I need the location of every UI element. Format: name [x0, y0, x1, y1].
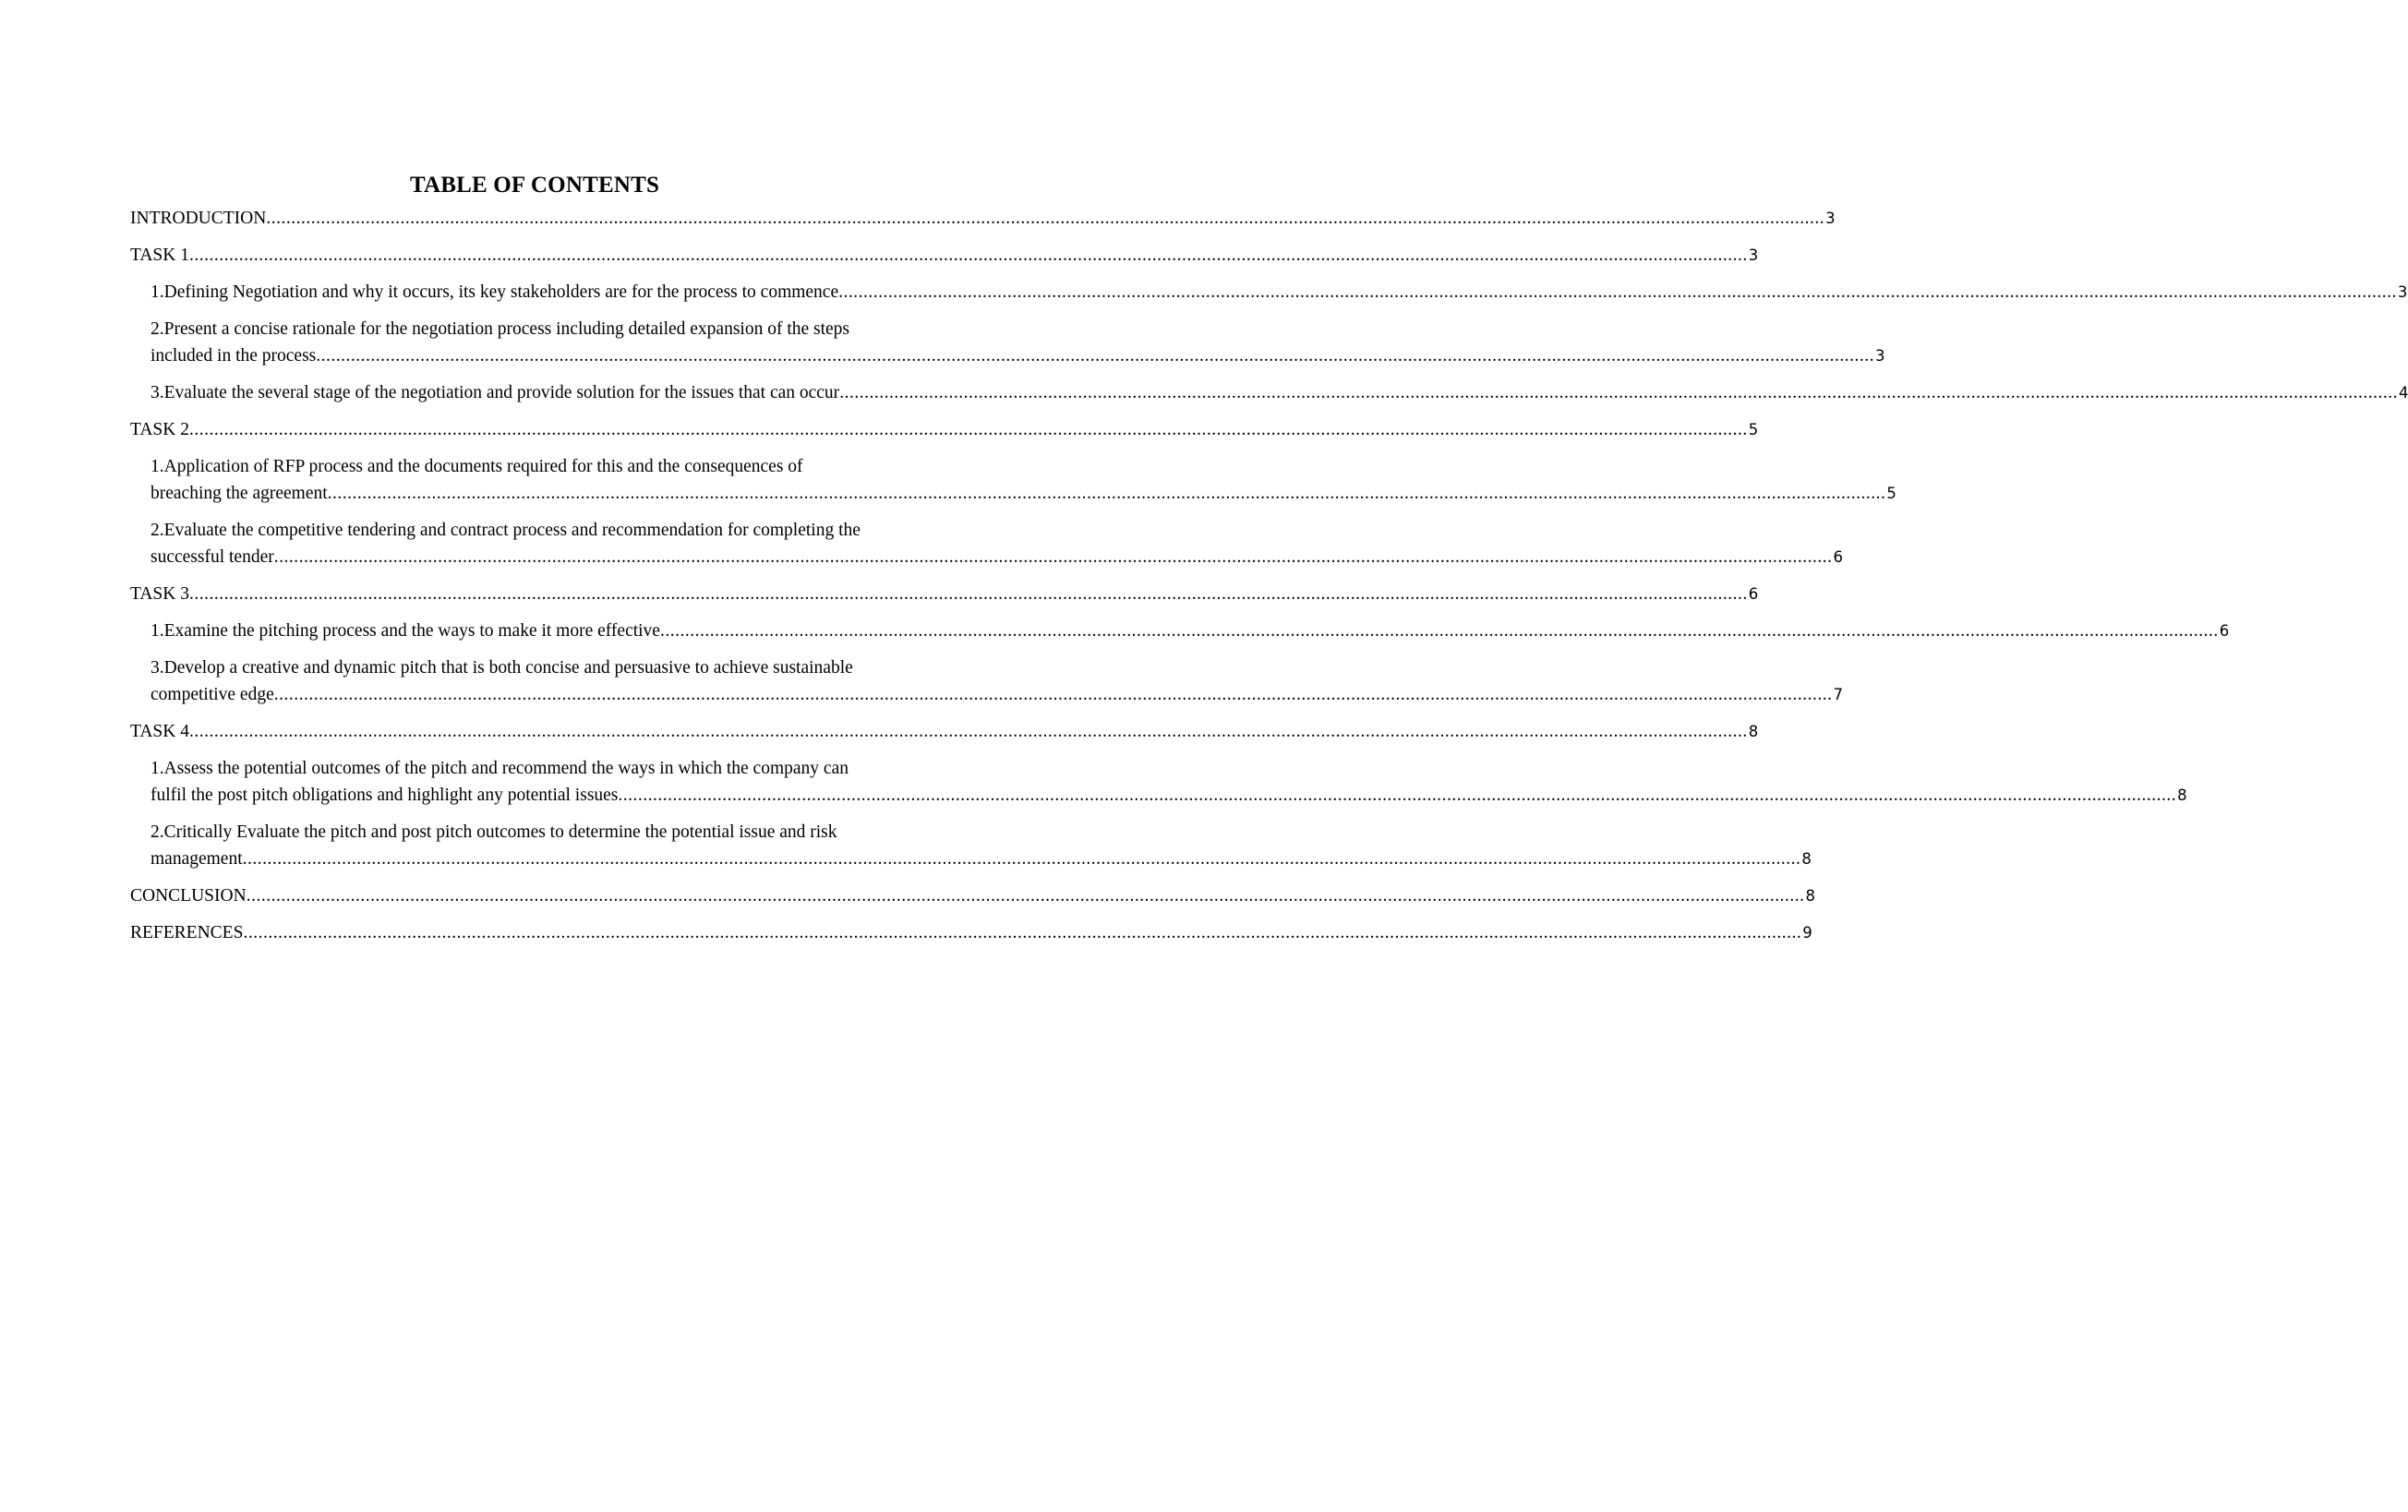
toc-entry-task-1-2[interactable]: [130, 316, 1885, 369]
toc-entry-text: TASK 4: [130, 722, 189, 741]
toc-entry-introduction[interactable]: [130, 205, 1836, 232]
toc-entry-text-first-line: 1.Application of RFP process and the documents required for this and the consequences of: [150, 457, 803, 476]
toc-page-number: 6: [1748, 585, 1759, 603]
toc-page-number: 5: [1748, 421, 1759, 438]
toc-entry-text: successful tender: [150, 547, 274, 567]
dot-leader: [243, 919, 1801, 946]
toc-entry-text: TASK 1: [130, 246, 189, 265]
toc-page-number: 3: [1748, 246, 1759, 264]
toc-page-number: 8: [1805, 887, 1815, 905]
toc-entry-task-2-2[interactable]: [130, 517, 1843, 570]
toc-title: TABLE OF CONTENTS: [409, 173, 660, 198]
toc-entry-task-3-3[interactable]: [130, 654, 1843, 708]
toc-entry-text: TASK 3: [130, 584, 189, 604]
toc-entry-task-3[interactable]: [130, 581, 1759, 607]
toc-page-number: 8: [1801, 850, 1812, 868]
toc-entry-text: fulfil the post pitch obligations and highlight any potential issues: [150, 786, 619, 805]
toc-entry-text: REFERENCES: [130, 923, 244, 942]
toc-entry-text: 1.Defining Negotiation and why it occurs, its key stakeholders are for the process to commence: [150, 282, 839, 302]
toc-page-number: 3: [2397, 283, 2408, 301]
dot-leader: [189, 581, 1748, 607]
dot-leader: [274, 681, 1833, 708]
toc-page-number: 8: [1748, 723, 1759, 740]
dot-leader: [838, 279, 2397, 306]
dot-leader: [189, 416, 1748, 443]
toc-entry-task-3-1[interactable]: [130, 618, 2230, 644]
toc-page-number: 9: [1802, 924, 1812, 942]
toc-entry-text: CONCLUSION: [130, 886, 247, 906]
toc-page-number: 3: [1825, 210, 1836, 227]
toc-entry-task-1-1[interactable]: [130, 279, 2408, 306]
dot-leader: [189, 242, 1748, 269]
dot-leader: [328, 480, 1886, 507]
toc-entry-text: 3.Evaluate the several stage of the negotiation and provide solution for the issues that can occur: [150, 383, 840, 402]
dot-leader: [189, 718, 1748, 745]
toc-page-number: 3: [1875, 347, 1885, 365]
toc-entry-task-1[interactable]: [130, 242, 1759, 269]
toc-entry-text-first-line: 2.Evaluate the competitive tendering and contract process and recommendation for completing the: [150, 521, 861, 540]
toc-entry-text-first-line: 2.Present a concise rationale for the negotiation process including detailed expansion of the steps: [150, 319, 850, 339]
toc-entry-text-first-line: 1.Assess the potential outcomes of the pitch and recommend the ways in which the company can: [150, 759, 849, 778]
toc-page-number: 6: [1833, 548, 1843, 566]
toc-entry-conclusion[interactable]: [130, 882, 1815, 909]
toc-entry-references[interactable]: [130, 919, 1812, 946]
toc-entry-text: 1.Examine the pitching process and the ways to make it more effective: [150, 621, 660, 641]
dot-leader: [266, 205, 1824, 232]
toc-entry-task-2[interactable]: [130, 416, 1759, 443]
toc-entry-text-first-line: 2.Critically Evaluate the pitch and post pitch outcomes to determine the potential issue and risk: [150, 822, 837, 842]
toc-page-number: 4: [2398, 384, 2408, 402]
toc-entry-text: management: [150, 849, 243, 869]
toc-page-number: 8: [2177, 786, 2187, 804]
toc-entry-text-first-line: 3.Develop a creative and dynamic pitch that is both concise and persuasive to achieve sustainable: [150, 658, 853, 678]
dot-leader: [247, 882, 1805, 909]
dot-leader: [316, 342, 1874, 369]
toc-entry-task-2-1[interactable]: [130, 453, 1896, 507]
toc-entry-text: INTRODUCTION: [130, 209, 267, 228]
toc-page-number: 6: [2219, 622, 2230, 640]
toc-entry-task-4[interactable]: [130, 718, 1759, 745]
toc-page-number: 5: [1886, 485, 1896, 502]
dot-leader: [243, 846, 1801, 872]
toc-entry-task-4-1[interactable]: [130, 755, 2187, 809]
toc-entry-text: breaching the agreement: [150, 484, 328, 503]
dot-leader: [618, 782, 2176, 809]
toc-page-number: 7: [1833, 686, 1843, 703]
toc-entry-text: TASK 2: [130, 420, 189, 439]
toc-entry-task-1-3[interactable]: [130, 379, 2408, 406]
table-of-contents: [130, 205, 2408, 956]
toc-entry-text: competitive edge: [150, 685, 274, 704]
toc-entry-text: included in the process: [150, 346, 317, 366]
toc-entry-task-4-2[interactable]: [130, 819, 1812, 872]
dot-leader: [274, 544, 1833, 570]
dot-leader: [660, 618, 2219, 644]
dot-leader: [839, 379, 2398, 406]
